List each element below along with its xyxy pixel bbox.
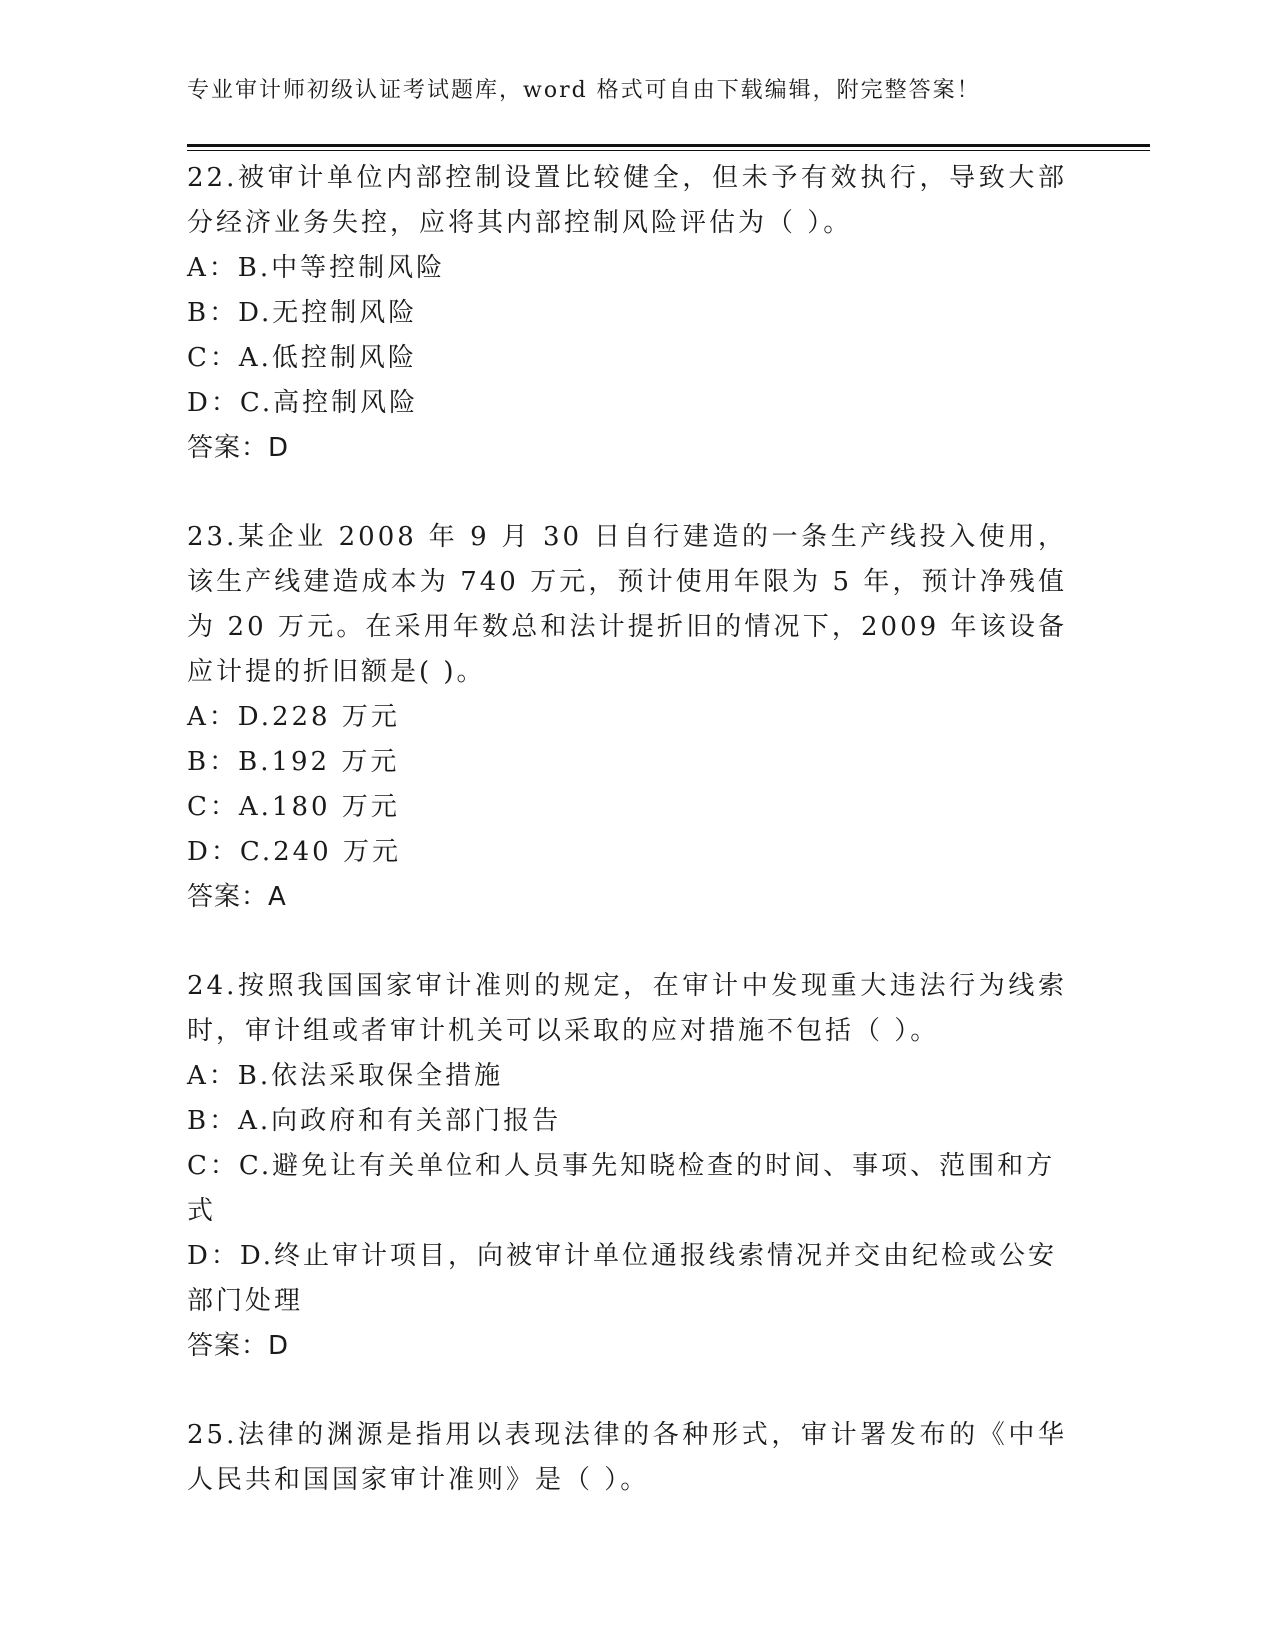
option-b: B：B.192 万元 <box>187 747 400 777</box>
question-23 <box>187 515 1067 920</box>
question-24 <box>187 964 1067 1369</box>
answer-line: 答案：D <box>187 433 290 463</box>
question-22 <box>187 156 1067 471</box>
header-divider <box>187 144 1150 147</box>
question-stem: 22.被审计单位内部控制设置比较健全，但未予有效执行，导致大部分经济业务失控，应将其内部控制风险评估为（ ）。 <box>187 163 1067 238</box>
option-c: C：C.避免让有关单位和人员事先知晓检查的时间、事项、范围和方式 <box>187 1151 1056 1226</box>
question-stem: 24.按照我国国家审计准则的规定，在审计中发现重大违法行为线索时，审计组或者审计机关可以采取的应对措施不包括（ ）。 <box>187 971 1067 1046</box>
option-d: D：D.终止审计项目，向被审计单位通报线索情况并交由纪检或公安部门处理 <box>187 1241 1058 1316</box>
option-c: C：A.低控制风险 <box>187 343 417 373</box>
answer-line: 答案：A <box>187 882 287 912</box>
option-a: A：B.中等控制风险 <box>187 253 446 283</box>
option-b: B：A.向政府和有关部门报告 <box>187 1106 562 1136</box>
question-stem: 23.某企业 2008 年 9 月 30 日自行建造的一条生产线投入使用，该生产线建造成本为 740 万元，预计使用年限为 5 年，预计净残值为 20 万元。在采用年数总和法计提折旧的情况下，2009 年该设备应计提的折旧额是( )。 <box>187 522 1067 687</box>
answer-line: 答案：D <box>187 1331 290 1361</box>
option-b: B：D.无控制风险 <box>187 298 418 328</box>
question-stem: 25.法律的渊源是指用以表现法律的各种形式，审计署发布的《中华人民共和国国家审计准则》是（ ）。 <box>187 1420 1067 1495</box>
option-d: D：C.高控制风险 <box>187 388 419 418</box>
option-d: D：C.240 万元 <box>187 837 401 867</box>
question-25 <box>187 1413 1067 1503</box>
question-list <box>187 156 1067 1547</box>
option-a: A：D.228 万元 <box>187 702 400 732</box>
page-header: 专业审计师初级认证考试题库，word 格式可自由下载编辑，附完整答案！ <box>187 78 981 103</box>
option-c: C：A.180 万元 <box>187 792 400 822</box>
option-a: A：B.依法采取保全措施 <box>187 1061 504 1091</box>
